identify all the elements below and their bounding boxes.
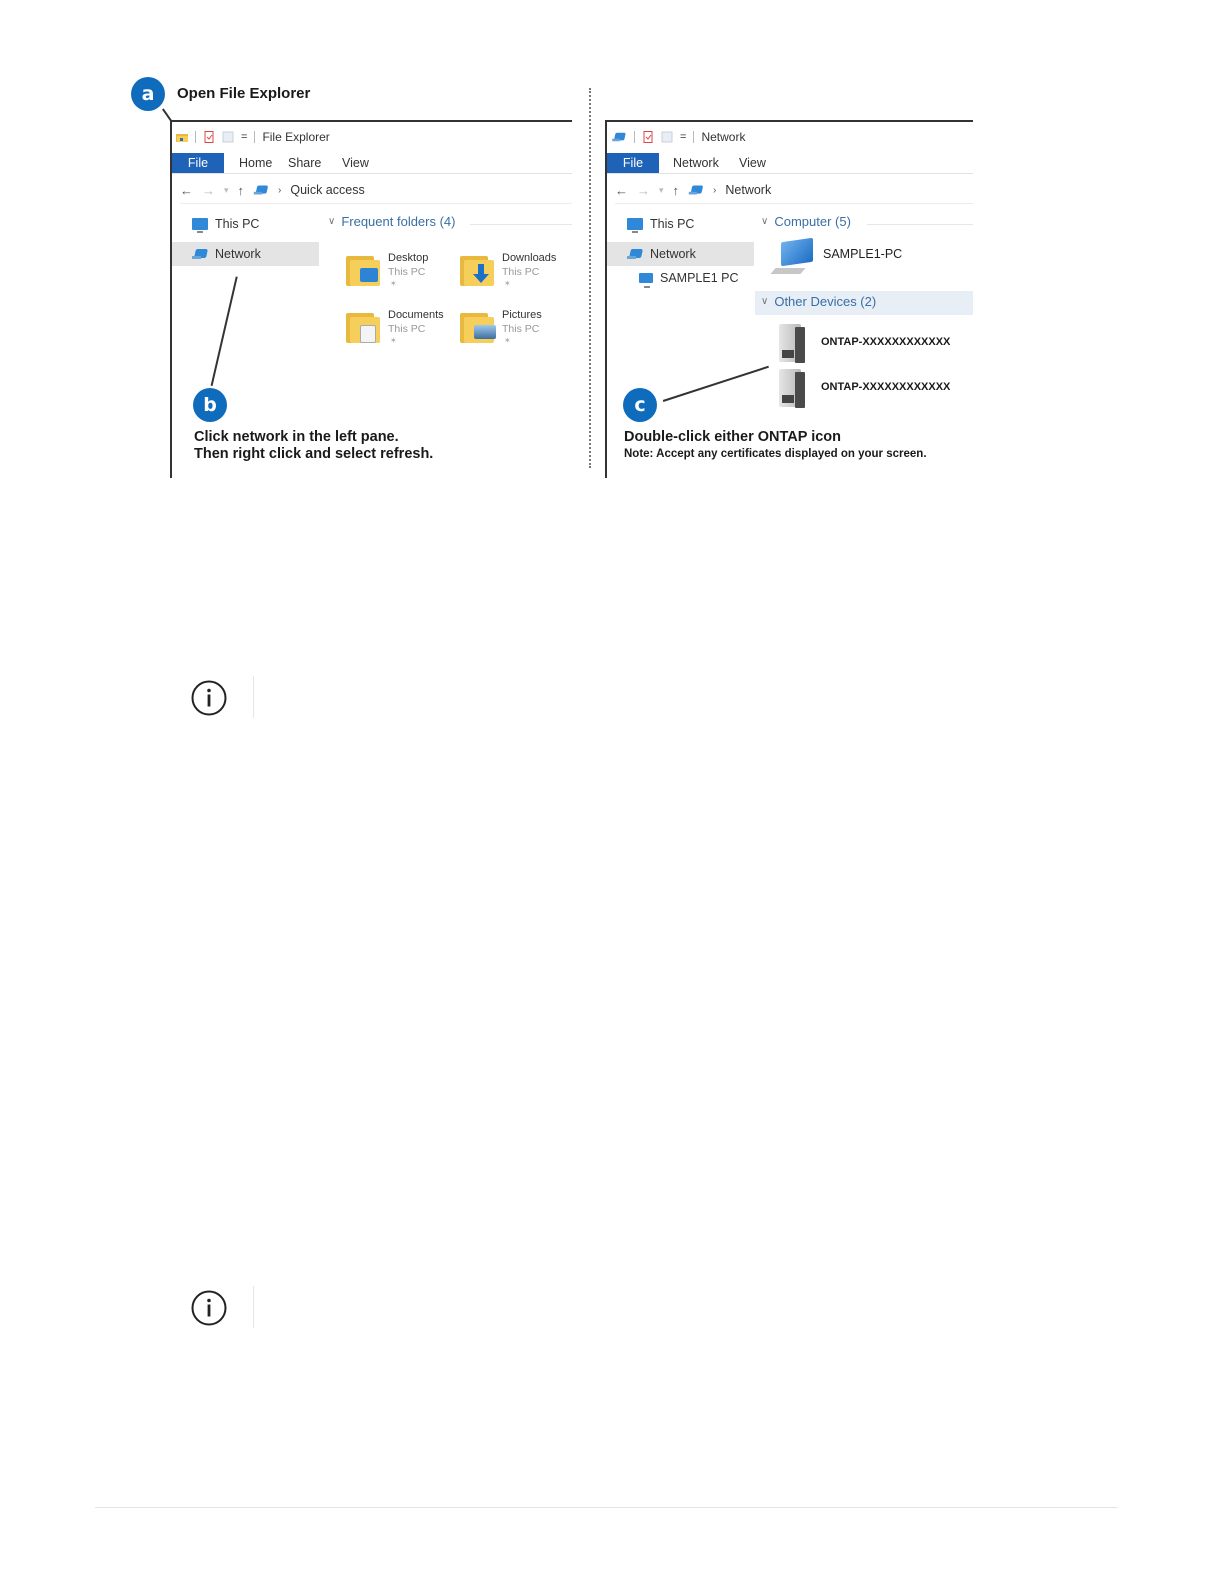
caption-line: Double-click either ONTAP icon (624, 429, 842, 445)
new-folder-icon[interactable] (661, 131, 673, 143)
step-b-badge: b (193, 388, 227, 422)
network-icon (627, 248, 643, 260)
folder-location: This PC (502, 323, 540, 335)
ribbon-tab-network[interactable]: Network (673, 156, 719, 170)
folder-location: This PC (388, 323, 426, 335)
nav-item-network[interactable] (607, 242, 754, 266)
downloads-folder-icon (460, 252, 496, 286)
new-folder-icon[interactable] (222, 131, 234, 143)
forward-arrow-icon[interactable]: → (637, 182, 650, 198)
computer-icon (773, 238, 815, 278)
navigation-pane (172, 212, 319, 272)
pictures-folder-icon (460, 309, 496, 343)
device-name: ONTAP-XXXXXXXXXXXX (821, 336, 951, 348)
caption-line: Then right click and select refresh. (194, 446, 434, 462)
file-explorer-window (170, 120, 572, 450)
chevron-down-icon: ∨ (328, 216, 336, 227)
frequent-folders-header[interactable] (328, 214, 456, 229)
info-note-2 (190, 1289, 260, 1337)
network-icon (192, 248, 208, 260)
step-a-title: Open File Explorer (177, 85, 311, 102)
folder-location: This PC (502, 266, 540, 278)
folder-downloads[interactable] (460, 250, 570, 302)
back-arrow-icon[interactable]: ← (180, 182, 193, 198)
nav-item-label: This PC (215, 217, 260, 231)
group-label: Other Devices (2) (774, 294, 877, 309)
computer-group-header[interactable] (761, 214, 851, 229)
pin-icon: ✶ (390, 279, 397, 288)
pin-icon: ✶ (504, 336, 511, 345)
address-path[interactable]: Network (725, 183, 772, 197)
folder-name: Pictures (502, 309, 542, 321)
chevron-down-icon: ∨ (761, 296, 769, 307)
group-label: Frequent folders (4) (341, 214, 456, 229)
window-titlebar (176, 128, 330, 146)
ribbon-tab-home[interactable]: Home (239, 156, 273, 170)
recent-locations-icon[interactable]: ▾ (659, 184, 664, 195)
info-icon (191, 1290, 227, 1326)
address-path[interactable]: Quick access (290, 183, 365, 197)
nav-item-this-pc[interactable] (172, 212, 319, 236)
nav-item-label: Network (215, 247, 261, 261)
customize-toolbar-icon[interactable]: = (241, 131, 248, 143)
ribbon-file-tab[interactable]: File (607, 153, 659, 173)
pin-icon: ✶ (390, 336, 397, 345)
up-arrow-icon[interactable]: ↑ (237, 182, 245, 198)
nav-item-label: This PC (650, 217, 695, 231)
folder-location: This PC (388, 266, 426, 278)
info-icon (191, 680, 227, 716)
network-explorer-window (605, 120, 973, 450)
navigation-pane (607, 212, 754, 296)
caption-line: Click network in the left pane. (194, 429, 399, 445)
step-a-badge: a (131, 77, 165, 111)
folder-name: Downloads (502, 252, 557, 264)
nav-item-network[interactable] (172, 242, 319, 266)
nav-item-sample1-pc[interactable] (607, 266, 754, 290)
path-chevron-icon: › (278, 184, 282, 196)
ontap-device-2[interactable] (775, 369, 965, 413)
window-title: File Explorer (262, 130, 330, 144)
step-c-badge: c (623, 388, 657, 422)
back-arrow-icon[interactable]: ← (615, 182, 628, 198)
device-name: ONTAP-XXXXXXXXXXXX (821, 381, 951, 393)
ribbon-tab-view[interactable]: View (342, 156, 369, 170)
ribbon-file-tab[interactable]: File (172, 153, 224, 173)
location-icon (689, 185, 703, 196)
folder-name: Desktop (388, 252, 429, 264)
explorer-figure (125, 70, 985, 480)
network-icon[interactable] (612, 132, 626, 142)
chevron-down-icon: ∨ (761, 216, 769, 227)
properties-icon[interactable] (203, 131, 215, 143)
ontap-device-1[interactable] (775, 324, 965, 368)
ribbon-tab-view[interactable]: View (739, 156, 766, 170)
folder-desktop[interactable] (346, 250, 456, 302)
group-label: Computer (5) (774, 214, 851, 229)
nav-item-this-pc[interactable] (607, 212, 754, 236)
recent-locations-icon[interactable]: ▾ (224, 184, 229, 195)
computer-item-sample1-pc[interactable] (773, 238, 933, 282)
window-titlebar (611, 128, 745, 146)
documents-folder-icon (346, 309, 382, 343)
nav-item-label: Network (650, 247, 696, 261)
desktop-folder-icon (346, 252, 382, 286)
ribbon-tab-share[interactable]: Share (288, 156, 322, 170)
folder-pictures[interactable] (460, 307, 570, 359)
server-icon (775, 324, 807, 364)
step-c-caption (624, 429, 984, 463)
step-b-caption (194, 429, 433, 463)
address-bar (180, 181, 572, 204)
this-pc-icon (627, 218, 643, 230)
other-devices-group-header[interactable] (761, 294, 876, 309)
folder-icon[interactable] (176, 131, 188, 143)
footer-divider (95, 1507, 1117, 1508)
nav-item-label: SAMPLE1 PC (660, 271, 739, 285)
folder-documents[interactable] (346, 307, 456, 359)
info-note-1 (190, 679, 260, 727)
forward-arrow-icon[interactable]: → (202, 182, 215, 198)
window-title: Network (701, 130, 746, 144)
ribbon (172, 153, 572, 174)
location-icon (254, 185, 268, 196)
ribbon (607, 153, 973, 174)
path-chevron-icon: › (713, 184, 717, 196)
pin-icon: ✶ (504, 279, 511, 288)
properties-icon[interactable] (642, 131, 654, 143)
folder-name: Documents (388, 309, 444, 321)
address-bar (615, 181, 973, 204)
server-icon (775, 369, 807, 409)
computer-name: SAMPLE1-PC (823, 247, 903, 261)
up-arrow-icon[interactable]: ↑ (672, 182, 680, 198)
computer-icon (639, 273, 653, 283)
this-pc-icon (192, 218, 208, 230)
caption-note: Note: Accept any certificates displayed on your screen. (624, 448, 927, 460)
customize-toolbar-icon[interactable]: = (680, 131, 687, 143)
panel-divider (589, 88, 591, 468)
